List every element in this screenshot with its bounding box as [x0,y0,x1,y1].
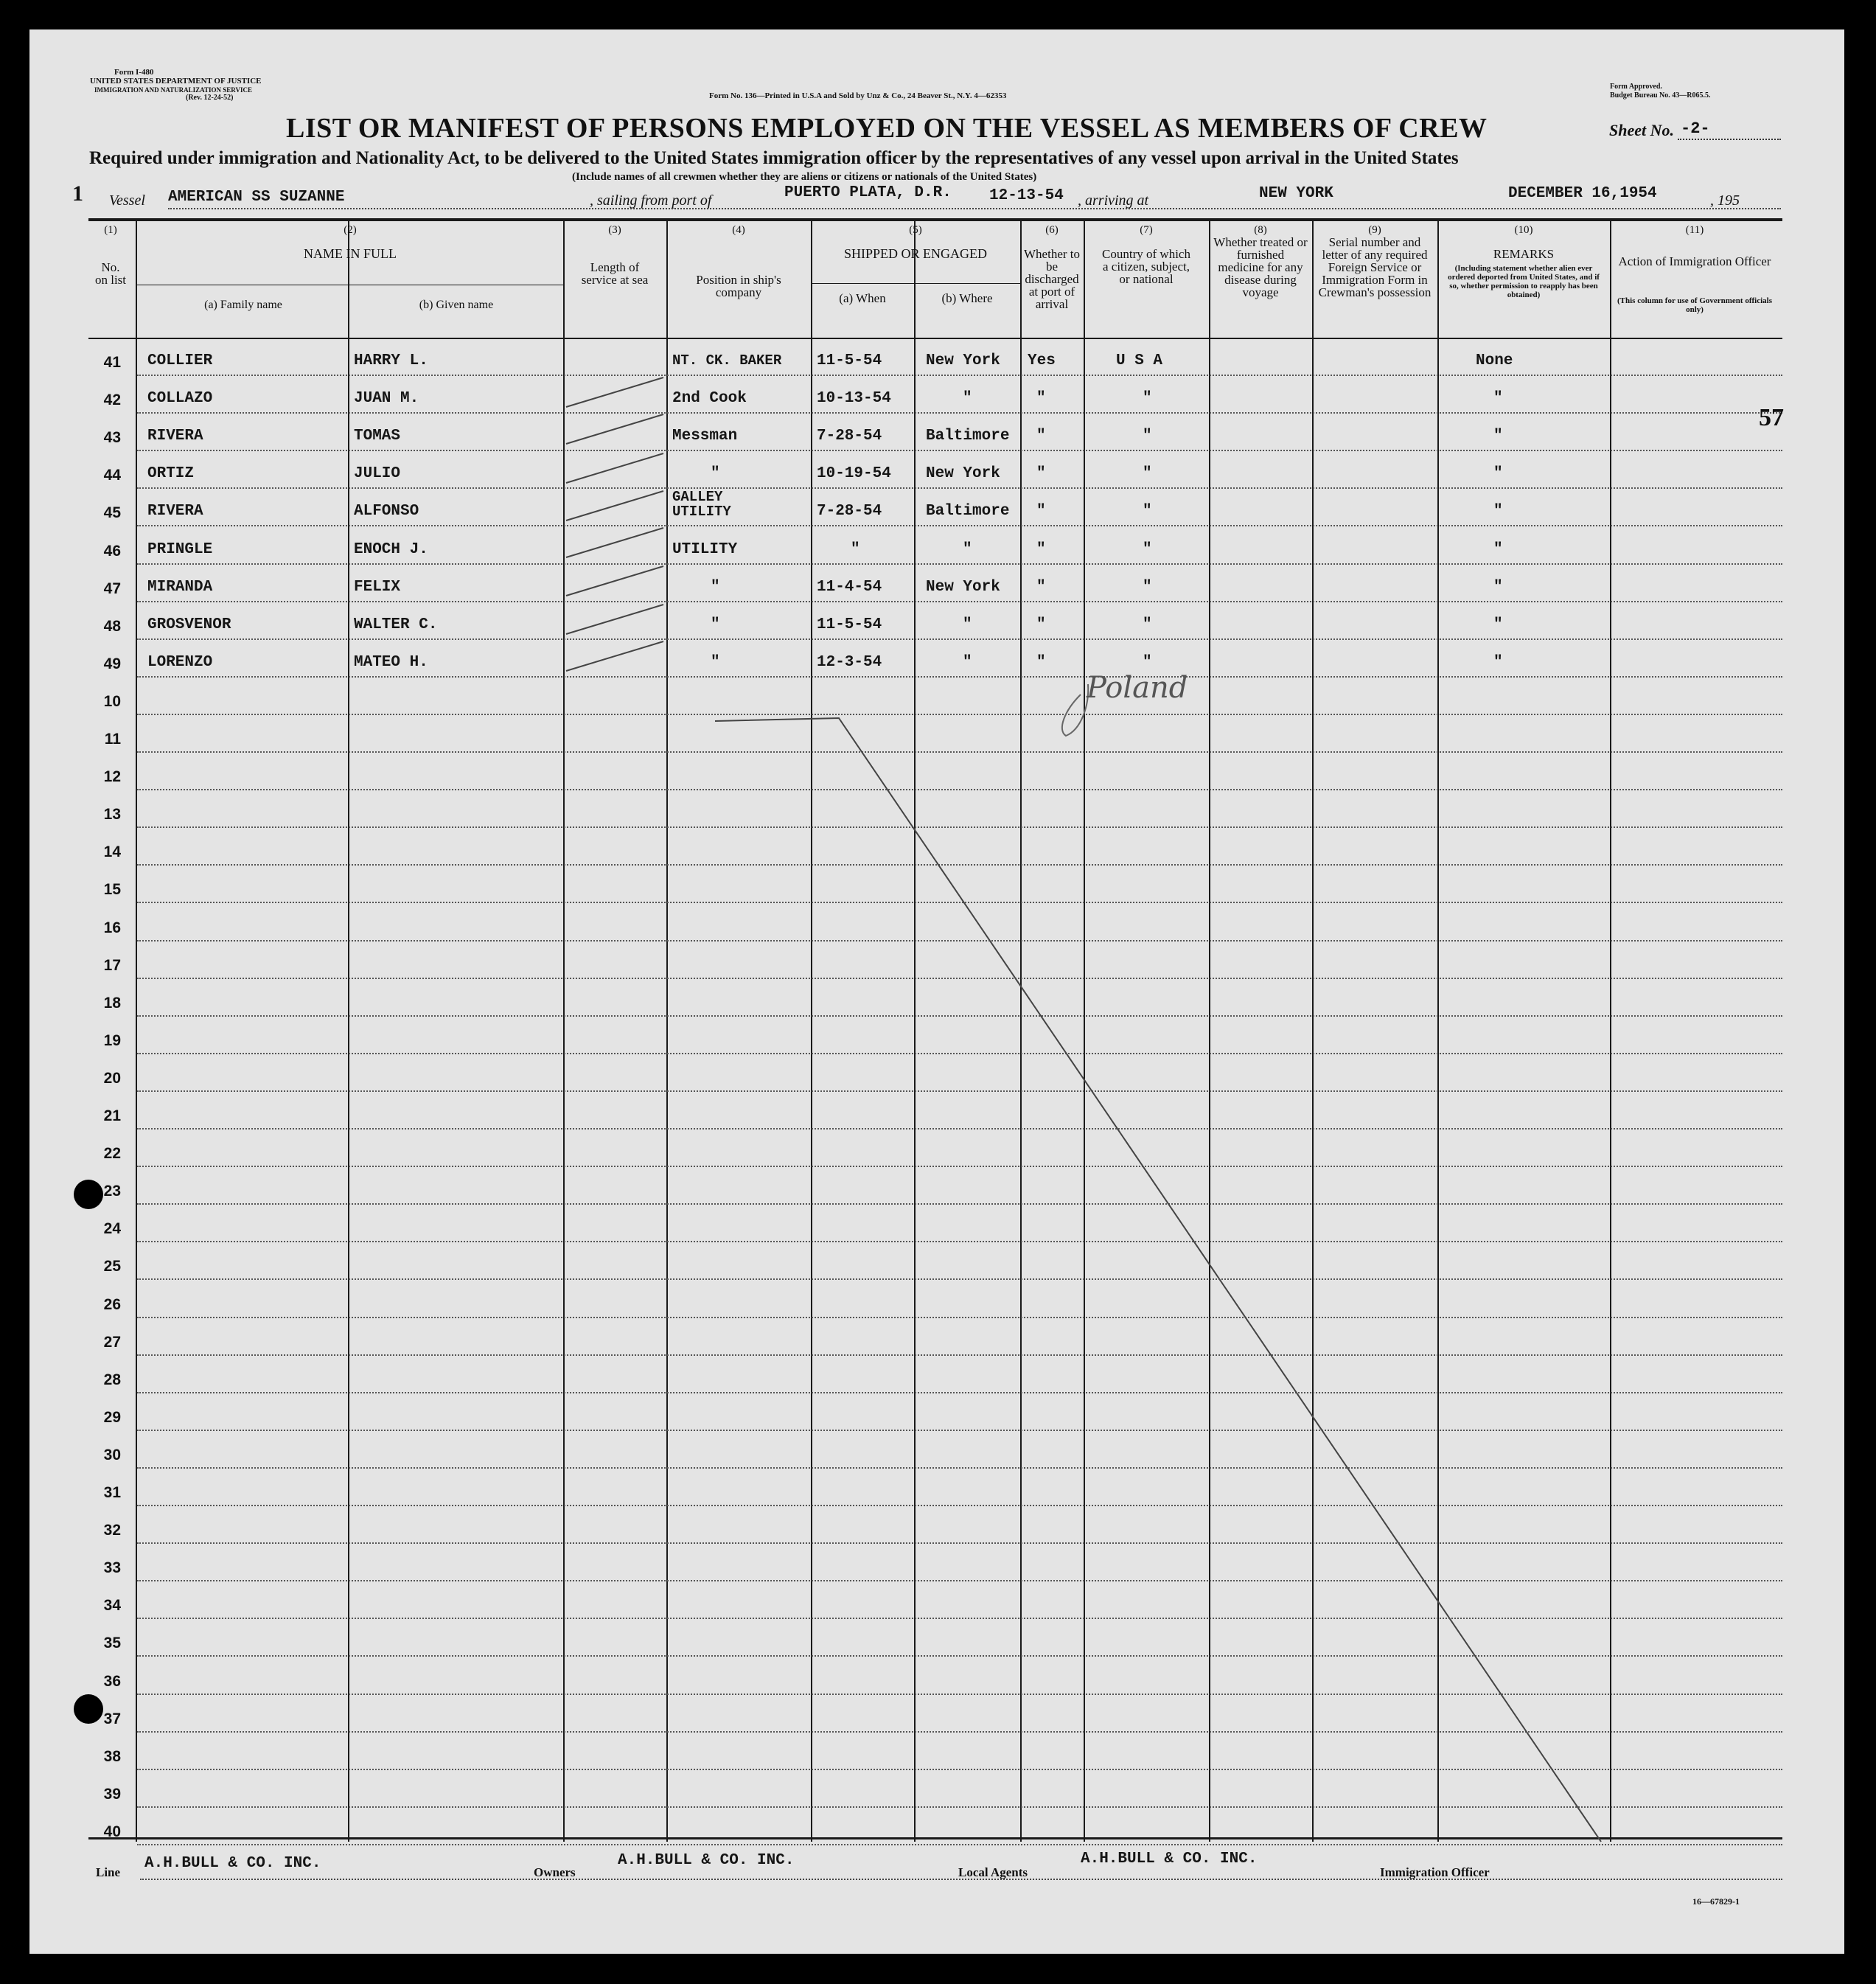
family-name: GROSVENOR [147,616,231,633]
shipped-where: " [963,616,972,633]
col1-header: No. on list [94,260,127,287]
col11-header: Action of Immigration Officer [1618,254,1771,268]
row-number: 33 [103,1559,121,1576]
col2a-header: (a) Family name [204,299,282,311]
shipped-when: 10-19-54 [817,465,891,482]
col5a-header: (a) When [839,291,886,305]
row-number: 10 [103,693,121,710]
row-number: 31 [103,1484,121,1501]
year-suffix: , 195 [1710,192,1740,209]
given-name: JULIO [354,465,401,482]
col9-number: (9) [1368,224,1381,236]
col6-header: Whether to be discharged at port of arrival [1024,247,1080,311]
shipped-where: New York [926,465,1000,482]
col4-number: (4) [732,224,745,236]
shipped-where: " [963,390,972,407]
col1-number: (1) [104,224,117,236]
row-number: 21 [103,1107,121,1124]
line-value: A.H.BULL & CO. INC. [144,1855,321,1872]
col10-number: (10) [1514,224,1533,236]
given-name: ENOCH J. [354,541,428,558]
row-number: 38 [103,1748,121,1765]
position: NT. CK. BAKER [672,352,782,369]
remarks: " [1493,541,1503,558]
form-code: 16—67829-1 [1692,1896,1740,1907]
col5-header: SHIPPED OR ENGAGED [843,246,987,261]
discharged: " [1036,390,1046,407]
row-number: 42 [103,391,121,408]
shipped-when: 11-5-54 [817,616,882,633]
service: IMMIGRATION AND NATURALIZATION SERVICE [94,86,252,94]
family-name: MIRANDA [147,579,213,596]
col11-number: (11) [1685,224,1704,236]
row-number: 26 [103,1296,121,1313]
country: " [1143,579,1152,596]
shipped-where: Baltimore [926,503,1010,520]
col7-header: Country of which a citizen, subject, or national [1102,247,1190,286]
discharged: " [1036,428,1046,445]
discharged: " [1036,541,1046,558]
row-number: 48 [103,618,121,635]
family-name: LORENZO [147,654,213,671]
col4-header: Position in ship's company [696,273,781,299]
row-number: 35 [103,1635,121,1651]
col5b-header: (b) Where [941,291,993,305]
row-number: 44 [103,467,121,484]
department: UNITED STATES DEPARTMENT OF JUSTICE [90,77,262,86]
family-name: PRINGLE [147,541,213,558]
row-number: 34 [103,1597,121,1614]
page-title: LIST OR MANIFEST OF PERSONS EMPLOYED ON THE VESSEL AS MEMBERS OF CREW [286,113,1488,144]
shipped-where: " [963,541,972,558]
arriving-label: , arriving at [1078,192,1149,209]
position: GALLEY UTILITY [672,489,731,520]
row-number: 24 [103,1220,121,1237]
row-number: 14 [103,843,121,860]
col3-number: (3) [608,224,621,236]
position: " [711,616,720,633]
col2-header: NAME IN FULL [304,246,397,261]
row-number: 12 [103,768,121,785]
shipped-when: 7-28-54 [817,428,882,445]
line-label: Line [96,1865,121,1879]
country: " [1143,465,1152,482]
row-number: 20 [103,1070,121,1087]
family-name: RIVERA [147,503,203,520]
sheet-label: Sheet No. [1609,121,1674,139]
row-number: 45 [103,504,121,521]
shipped-when: 11-4-54 [817,579,882,596]
remarks: None [1476,352,1513,369]
discharged: Yes [1028,352,1056,369]
country: U S A [1116,352,1163,369]
col11-note: (This column for use of Government officials only) [1617,296,1772,314]
discharged: " [1036,465,1046,482]
position: 2nd Cook [672,390,747,407]
row-number: 29 [103,1409,121,1426]
row-number: 36 [103,1673,121,1690]
form-approved: Form Approved. [1610,83,1662,91]
row-number: 22 [103,1145,121,1162]
family-name: COLLIER [147,352,213,369]
row-number: 11 [104,731,121,748]
row-number: 47 [103,580,121,597]
row-number: 16 [103,919,121,936]
col3-header: Length of service at sea [581,260,649,287]
given-name: WALTER C. [354,616,438,633]
handwritten-note: Poland [1087,671,1188,705]
country: " [1143,541,1152,558]
page-mark: 57 [1759,404,1784,431]
col10-header: REMARKS [1493,247,1555,261]
sailing-label: , sailing from port of [590,192,712,209]
agents-label: Local Agents [958,1865,1028,1879]
row-number: 46 [103,543,121,560]
printer-line: Form No. 136—Printed in U.S.A and Sold by Unz & Co., 24 Beaver St., N.Y. 4—62353 [709,91,1007,100]
given-name: TOMAS [354,428,401,445]
shipped-where: New York [926,579,1000,596]
arrival-date: DECEMBER 16,1954 [1508,185,1657,202]
shipped-where: Baltimore [926,428,1010,445]
subtitle: Required under immigration and Nationality Act, to be delivered to the United States immigration officer by the representatives of any vessel upon arrival in the United States [89,148,1459,168]
sailing-date: 12-13-54 [989,187,1064,204]
shipped-when: 11-5-54 [817,352,882,369]
position: Messman [672,428,738,445]
shipped-where: " [963,654,972,671]
row-number: 39 [103,1786,121,1803]
col2-number: (2) [344,224,357,236]
agents-value: A.H.BULL & CO. INC. [1081,1851,1258,1868]
position: " [711,579,720,596]
family-name: RIVERA [147,428,203,445]
cancel-line [715,718,1601,1842]
discharged: " [1036,579,1046,596]
given-name: MATEO H. [354,654,428,671]
given-name: JUAN M. [354,390,419,407]
row-number: 37 [103,1710,121,1727]
country: " [1143,654,1152,671]
col7-number: (7) [1140,224,1153,236]
family-name: ORTIZ [147,465,195,482]
subnote: (Include names of all crewmen whether they are aliens or citizens or nationals of the United States) [572,171,1037,183]
row-number: 13 [103,806,121,823]
country: " [1143,390,1152,407]
country: " [1143,503,1152,520]
col2b-header: (b) Given name [419,299,494,311]
owners-value: A.H.BULL & CO. INC. [618,1852,795,1869]
shipped-where: New York [926,352,1000,369]
sheet-number: -2- [1681,119,1710,138]
row-number: 17 [103,957,121,974]
sailing-port: PUERTO PLATA, D.R. [784,184,952,201]
given-name: HARRY L. [354,352,428,369]
shipped-when: " [851,541,860,558]
row-number: 23 [103,1183,121,1200]
row-number: 32 [103,1522,121,1539]
vessel-label: Vessel [109,192,145,209]
remarks: " [1493,503,1503,520]
vessel-name: AMERICAN SS SUZANNE [168,189,345,206]
row-number: 15 [103,881,121,898]
form-number: Form I-480 [114,68,154,77]
col8-header: Whether treated or furnished medicine for any disease during voyage [1213,235,1308,299]
officer-label: Immigration Officer [1380,1865,1490,1879]
revision: (Rev. 12-24-52) [186,94,234,102]
row-number: 49 [103,655,121,672]
shipped-when: 7-28-54 [817,503,882,520]
shipped-when: 12-3-54 [817,654,882,671]
remarks: " [1493,654,1503,671]
remarks: " [1493,579,1503,596]
col8-number: (8) [1254,224,1267,236]
given-name: ALFONSO [354,503,419,520]
col5-number: (5) [909,224,922,236]
shipped-when: 10-13-54 [817,390,891,407]
discharged: " [1036,616,1046,633]
country: " [1143,616,1152,633]
row-number: 30 [103,1447,121,1463]
row-number: 28 [103,1371,121,1388]
country: " [1143,428,1152,445]
discharged: " [1036,503,1046,520]
discharged: " [1036,654,1046,671]
remarks: " [1493,465,1503,482]
row-number: 25 [103,1258,121,1275]
family-name: COLLAZO [147,390,213,407]
position: UTILITY [672,541,738,558]
remarks: " [1493,616,1503,633]
row-number: 43 [103,429,121,446]
row-number: 18 [103,995,121,1012]
arrival-port: NEW YORK [1259,185,1333,202]
position: " [711,465,720,482]
service-dash [566,377,663,407]
budget-bureau: Budget Bureau No. 43—R065.5. [1610,91,1711,100]
row-number: 41 [103,354,121,371]
given-name: FELIX [354,579,401,596]
col6-number: (6) [1045,224,1059,236]
owners-label: Owners [534,1865,576,1879]
remarks: " [1493,390,1503,407]
col9-header: Serial number and letter of any required Foreign Service or Immigration Form in Crewman's possession [1318,235,1432,299]
row-number: 40 [103,1823,121,1840]
position: " [711,654,720,671]
col10-note: (Including statement whether alien ever ordered deported from United States, and if so, whether permission to reapply has been obtained) [1448,264,1600,299]
row-number: 27 [103,1334,121,1351]
row-number: 19 [103,1032,121,1049]
margin-mark: 1 [72,181,83,206]
remarks: " [1493,428,1503,445]
